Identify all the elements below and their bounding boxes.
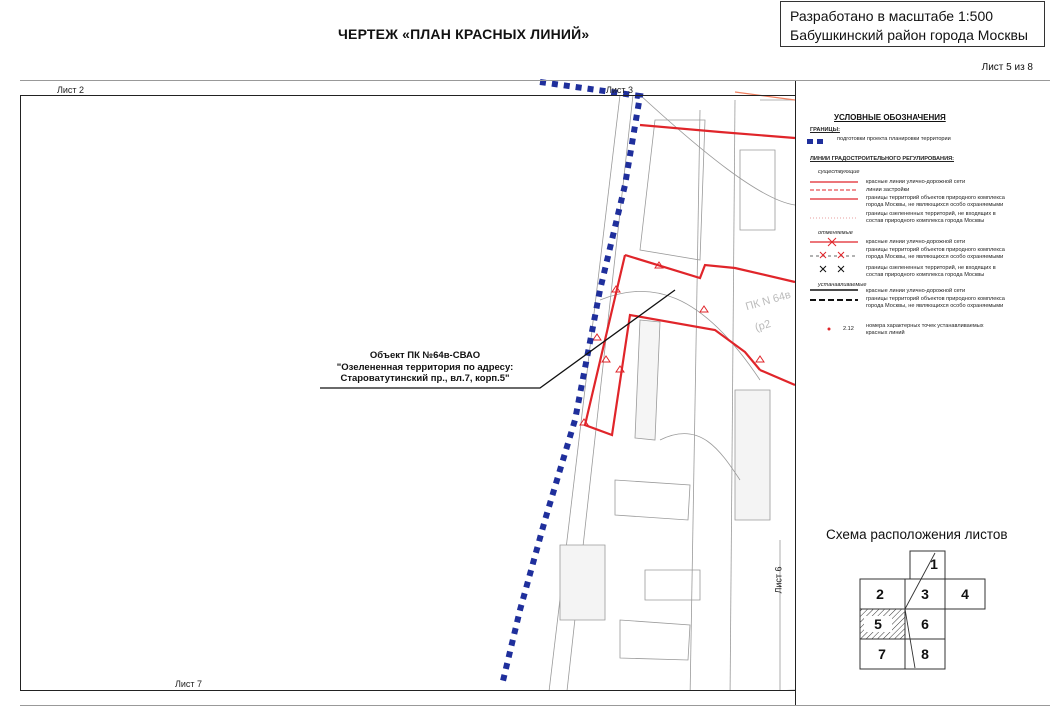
scheme-cell-3: 3 — [921, 586, 929, 602]
scheme-title: Схема расположения листов — [826, 527, 1008, 542]
legend-cancelled-3: границы озелененных территорий, не входящих в состав природного комплекса города Москвы — [866, 265, 996, 278]
object-callout — [320, 350, 530, 385]
legend-boundaries-head: ГРАНИЦЫ: — [810, 127, 840, 133]
legend-established-1: красные линии улично-дорожной сети — [866, 288, 966, 294]
scheme-cell-8: 8 — [921, 646, 929, 662]
scheme-cell-1: 1 — [930, 556, 938, 572]
scheme-cell-7: 7 — [878, 646, 886, 662]
scheme-cell-4: 4 — [961, 586, 969, 602]
orange-line — [735, 92, 795, 100]
sub-label: (р2 — [753, 318, 773, 334]
frame-top — [20, 95, 795, 96]
legend-existing-1: красные линии улично-дорожной сети — [866, 179, 966, 185]
sheet-title: ЧЕРТЕЖ «ПЛАН КРАСНЫХ ЛИНИЙ» — [338, 26, 590, 42]
scheme-cell-2: 2 — [876, 586, 884, 602]
legend-regulation-head: ЛИНИИ ГРАДОСТРОИТЕЛЬНОГО РЕГУЛИРОВАНИЯ: — [810, 156, 955, 162]
pk-label: ПК N 64в — [744, 288, 793, 314]
object-id: Объект ПК №64в-СВАО — [369, 350, 481, 361]
legend-established-2: границы территорий объектов природного комплекса города Москвы, не являющихся особо охраняемыми — [866, 296, 1005, 309]
legend-existing-2: линии застройки — [866, 187, 910, 193]
frame-left — [20, 95, 21, 690]
object-desc-1: "Озелененная территория по адресу: — [336, 361, 514, 373]
legend-cancelled-head: отменяемые — [818, 230, 853, 236]
scale-text: Разработано в масштабе 1:500 — [790, 8, 994, 24]
legend-existing-4: границы озелененных территорий, не входящих в состав природного комплекса города Москвы — [866, 211, 996, 224]
legend-existing-3: границы территорий объектов природного комплекса города Москвы, не являющихся особо охраняемыми — [866, 195, 1005, 208]
neighbor-sheet-6: Лист 6 — [773, 566, 784, 594]
outer-top — [20, 80, 1050, 81]
frame-bottom — [20, 690, 795, 691]
neighbor-sheet-7: Лист 7 — [175, 679, 203, 689]
object-desc-2: Староватутинский пр., вл.7, корп.5" — [340, 373, 510, 384]
scheme-cell-6: 6 — [921, 616, 929, 632]
legend-existing-head: существующие — [818, 169, 860, 175]
legend-title: УСЛОВНЫЕ ОБОЗНАЧЕНИЯ — [834, 113, 946, 122]
red-lines — [585, 125, 795, 435]
legend-established-head: устанавливаемые — [818, 282, 867, 288]
district-text: Бабушкинский район города Москвы — [790, 27, 1028, 43]
neighbor-sheet-3: Лист 3 — [606, 85, 634, 95]
outer-bottom — [20, 705, 1050, 706]
sheet-number: Лист 5 из 8 — [981, 62, 1033, 73]
legend-cancelled-1: красные линии улично-дорожной сети — [866, 239, 966, 245]
legend-point-number: 2.12 — [843, 326, 854, 332]
scheme-cell-5: 5 — [864, 616, 892, 632]
legend-planning-boundary: подготовки проекта планировки территории — [837, 136, 951, 142]
legend-cancelled-2: границы территорий объектов природного комплекса города Москвы, не являющихся особо охраняемыми — [866, 247, 1005, 260]
legend-point-label: номера характерных точек устанавливаемых красных линий — [866, 323, 984, 336]
frame-right — [795, 80, 796, 705]
neighbor-sheet-2: Лист 2 — [57, 85, 85, 95]
base-map — [548, 95, 795, 700]
